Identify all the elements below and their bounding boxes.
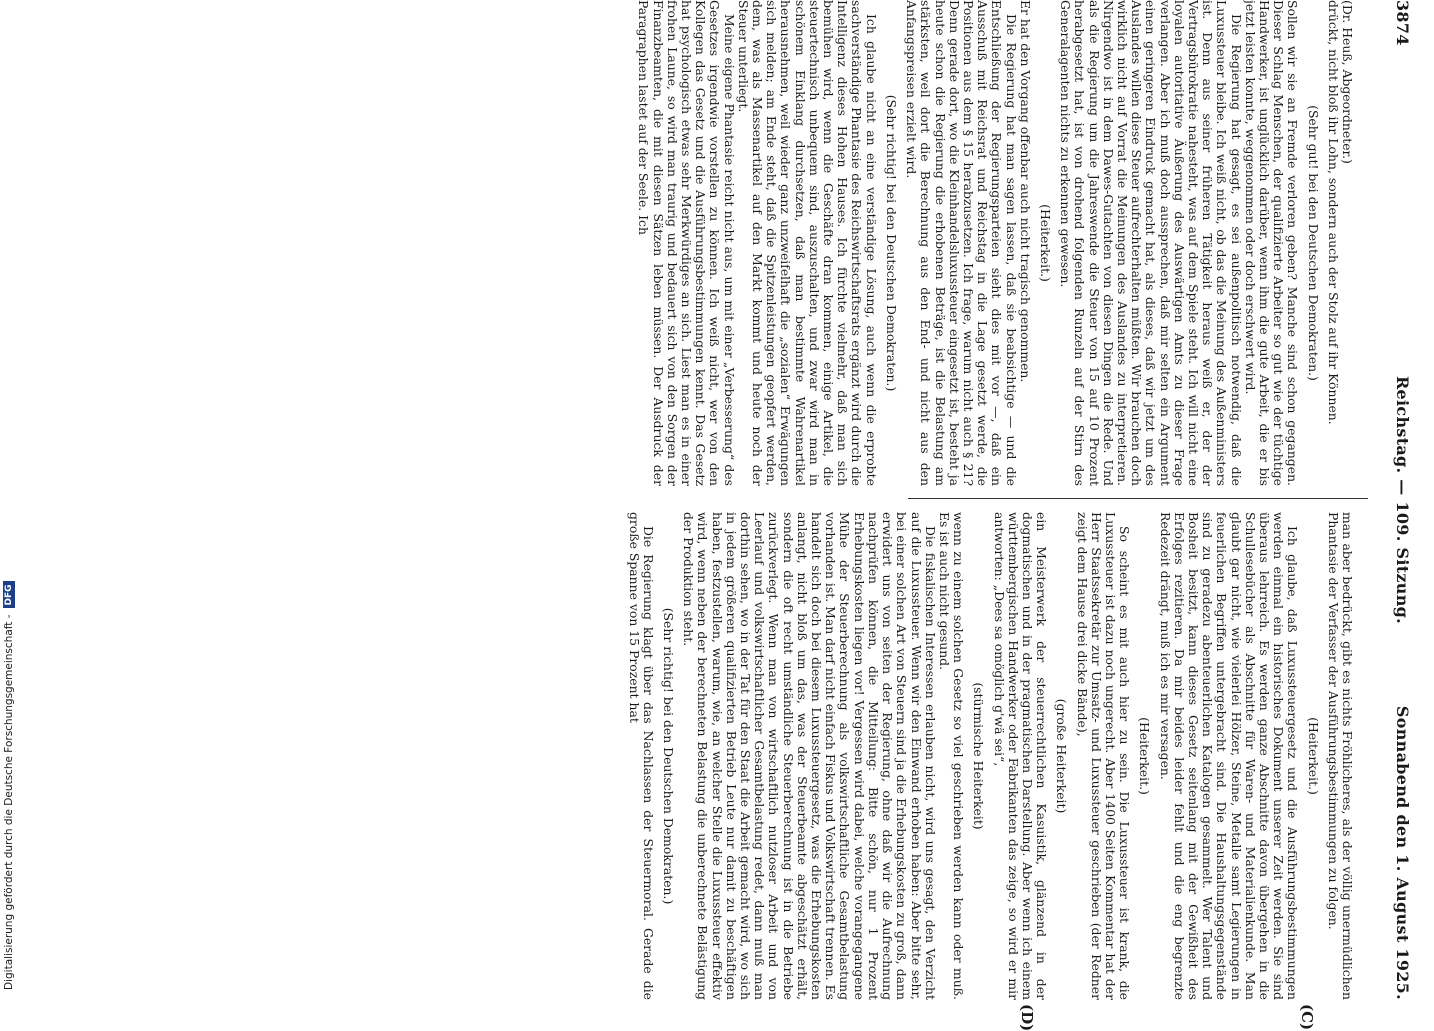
dfg-logo: DFG	[3, 581, 15, 608]
margin-letter-c: (C)	[1298, 1004, 1316, 1031]
funding-note: Digitalisierung gefördert durch die Deutsche Forschungsgemeinschaft -	[3, 614, 15, 990]
interjection: (stürmische Heiterkeit)	[971, 682, 987, 830]
paragraph: Die fiskalischen Interessen erlauben nicht, wird uns gesagt, den Verzicht auf die Luxussteuer. Wenn wir den Einwand erhoben haben: Aber bitte sehr, bei einer solchen Art von Steuern sind ja die Erhebungskosten zu groß, dann erwidert uns von seiten der Regierung, ohne daß wir die Aufrechnung nachprüfen können, die Mitteilung: Bitte schön, nur 1 Prozent Erhebungskosten liegen vor! Vergessen wird dabei, welche vorangegangene Mühe der Steuerberechnung als volkswirtschaftliche Gesamtbelastung vorhanden ist. Man darf nicht einfach Fiskus und Volkswirtschaft trennen. Es handelt sich doch bei diesem Luxussteuergesetz, was die Erhebungskosten anlangt, nicht bloß um das, was der Steuerbeamte abgeschätzt erhält, sondern die oft recht umständliche Steuerberechnung ist in die Betriebe zurückverlegt. Wenn man von wirtschaftlich nutzloser Arbeit und von Leerlauf und volkswirtschaftlicher Gesamtbelastung redet, dann muß man dorthin sehen, wo in der Tat für den Staat die Arbeit gemacht wird, wo sich in jedem größeren qualifizierten Betrieb Leute nur damit zu beschäftigen haben, festzustellen, warum, wie, an welcher Stelle die Luxussteuer effektiv wird, wenn neben der berechneten Belastung die unberechnete Belästigung der Produktion steht.	[681, 512, 938, 1000]
paragraph: Meine eigene Phantasie reicht nicht aus, um mit einer „Verbesserung“ des Gesetzes irgendwie vorstellen zu können. Ich weiß nicht, wer von den Kollegen das Gesetz und die Ausführungsbestimmungen kennt. Das Gesetz hat psychologisch etwas sehr Merkwürdiges an sich. Liest man es in einer frohen Laune, so wird man traurig und bedauert sich von den Sorgen der Finanzbeamten, die mit diesen Sätzen leben müssen. Der Ausdruck der Paragraphen lastet auf der Seele. Ich	[636, 0, 737, 486]
session-date: Sonnabend den 1. August 1925.	[1393, 705, 1412, 1000]
paragraph: Die Regierung klagt über das Nachlassen der Steuermoral. Gerade die große Spanne von 15 Prozent hat	[626, 512, 656, 1000]
digitization-footer	[2, 0, 16, 1000]
interjection: (große Heiterkeit)	[1054, 698, 1070, 814]
paragraph: Ich glaube, daß Luxussteuergesetz und die Ausführungsbestimmungen werden einmal ein historisches Dokument unserer Zeit werden. Sie sind überaus lehrreich. Es werden ganze Abschnitte davon übergehen in die Schullesebücher als Abschnitte für Waren- und Materialienkunde. Man glaubt gar nicht, wie vielerlei Hölzer, Steine, Metalle samt Legierungen in feuerlichen Begriffen untergebracht sind. Die Haushaltungsgegenstände sind zu geradezu abenteuerlichen Katalogen gesammelt. Wer Talent und Bosheit besitzt, kann dieses Gesetz seitenlang mit der Gewißheit des Erfolges rezitieren. Da mir beides leider fehlt und die eng begrenzte Redezeit drängt, muß ich es mir versagen.	[1157, 512, 1301, 1000]
interjection: (Sehr richtig! bei den Deutschen Demokraten.)	[661, 607, 677, 905]
paragraph: (Dr. Heuß, Abgeordneter.)	[1340, 0, 1355, 164]
interjection: (Sehr gut! bei den Deutschen Demokraten.)	[1305, 105, 1321, 381]
interjection: (Sehr richtig! bei den Deutschen Demokraten.)	[883, 94, 899, 392]
paragraph: ein Meisterwerk der steuerrechtlichen Kasuistik, glänzend in der dogmatischen und in der pragmatischen Darstellung. Aber wenn ich einem württembergischen Handwerker oder Fabrikanten das zeige, so wird er mir antworten: „Dees sa omöglich g'wä sei“,	[991, 512, 1050, 1000]
paragraph: Die Regierung hat gesagt, es sei außenpolitisch notwendig, daß die Luxussteuer bleibe. Ich weiß nicht, ob das die Meinung des Außenministers ist. Denn aus seiner früheren Tätigkeit heraus weiß er, der der Vertragsbürokratie nahesteht, was auf dem Spiele steht. Ich will nicht eine loyalen autoritative Äußerung des Auswärtigen Amts zu dieser Frage verlangen. Aber ich muß doch aussprechen, daß mir selten ein Argument einen geringeren Eindruck gemacht hat, als dieses, daß wir jetzt um des Auslandes willen diese Steuer aufrechterhalten müßten. Wir brauchen doch wirklich nicht auf Vorrat die Meinungen des Auslandes zu interpretieren. Nirgendwo ist in dem Dawes-Gutachten von diesen Dingen die Rede. Und als die Regierung um die Jahreswende die Steuer von 15 auf 10 Prozent herabgesetzt hat, ist von drohend folgenden Runzeln auf der Stirn des Generalagenten nichts zu erkennen gewesen.	[1058, 0, 1244, 486]
right-text-column	[626, 512, 1355, 1000]
margin-letter-d: (D)	[1018, 1004, 1036, 1031]
paragraph: Sollen wir sie an Fremde verloren geben? Manche sind schon gegangen. Dieser Schlag Menschen, der qualifizierte Arbeiter so gut wie der tüchtige Handwerker, ist unglücklich darüber, wenn ihm die gute Arbeit, die er bis jetzt leisten konnte, weggenommen oder doch erschwert wird.	[1242, 0, 1301, 486]
column-divider	[908, 498, 1368, 499]
paragraph: So scheint es mit auch hier zu sein. Die Luxussteuer ist krank, die Luxussteuer ist dazu noch ungerecht. Aber 1400 Seiten Kommentar hat der Herr Staatssekretär zur Umsatz- und Luxussteuer geschrieben (der Redner zeigt dem Hause drei dicke Bände),	[1074, 512, 1133, 1000]
interjection: (Heiterkeit.)	[1305, 717, 1321, 795]
paragraph: drückt, nicht bloß ihr Lohn, sondern auch der Stolz auf ihr Können.	[1325, 0, 1341, 425]
interjection: (Heiterkeit.)	[1037, 204, 1053, 282]
left-text-column	[636, 0, 1355, 486]
paragraph: Ich glaube nicht an eine verständige Lösung, auch wenn die erprobte sachverständige Phantasie des Reichswirtschaftsrats ergänzt wird durch die Intelligenz dieses Hohen Hauses. Ich fürchte vielmehr, daß man sich bemühen wird, wenn die Geschäfte dran kommen, einige Artikel, die steuertechnisch unbequem sind, auszuschalten, und zwar wird man in schönem Einklang durchsetzen, daß man bestimmte Wahrenartikel herausnehmen, weil wieder ganz unzweifelhaft die „sozialen“ Erwägungen sich melden; am Ende steht, daß die Spitzenleistungen geopfert werden, dem, was als Massenartikel auf den Markt kommt und heute noch der Steuer unterliegt.	[735, 0, 879, 486]
page-number: 3874	[1393, 0, 1412, 46]
page-header	[1388, 0, 1422, 1000]
interjection: (Heiterkeit.)	[1137, 717, 1153, 795]
paragraph: Er hat den Vorgang offenbar auch nicht tragisch genommen.	[1017, 0, 1033, 383]
paragraph: Die Regierung hat man sagen lassen, daß sie beabsichtige — und die Entschließung der Regierungsparteien sieht dies mit vor —, daß ein Ausschuß mit Reichsrat und Reichstag in die Lage gesetzt werde, die Positionen aus dem § 15 herabzusetzen. Ich frage, warum nicht auch § 21? Denn gerade dort, wo die Kleinhandelsluxussteuer eingesetzt ist, besteht ja heute schon die Regierung die erhobenen Beträge, ist die Belastung am stärksten, weil dort die Berechnung aus den End- und nicht aus den Anfangspreisen erzielt wird.	[904, 0, 1019, 486]
paragraph: man aber bedrückt, gibt es nichts Fröhlicheres, als der völlig unermüdlichen Phantasie der Verfasser der Ausführungsbestimmungen zu folgen.	[1325, 512, 1355, 1000]
running-title: Reichstag. — 109. Sitzung.	[1393, 375, 1412, 625]
paragraph: wenn zu einem solchen Gesetz so viel geschrieben werden kann oder muß. Es ist auch nicht gesund.	[936, 512, 967, 1000]
